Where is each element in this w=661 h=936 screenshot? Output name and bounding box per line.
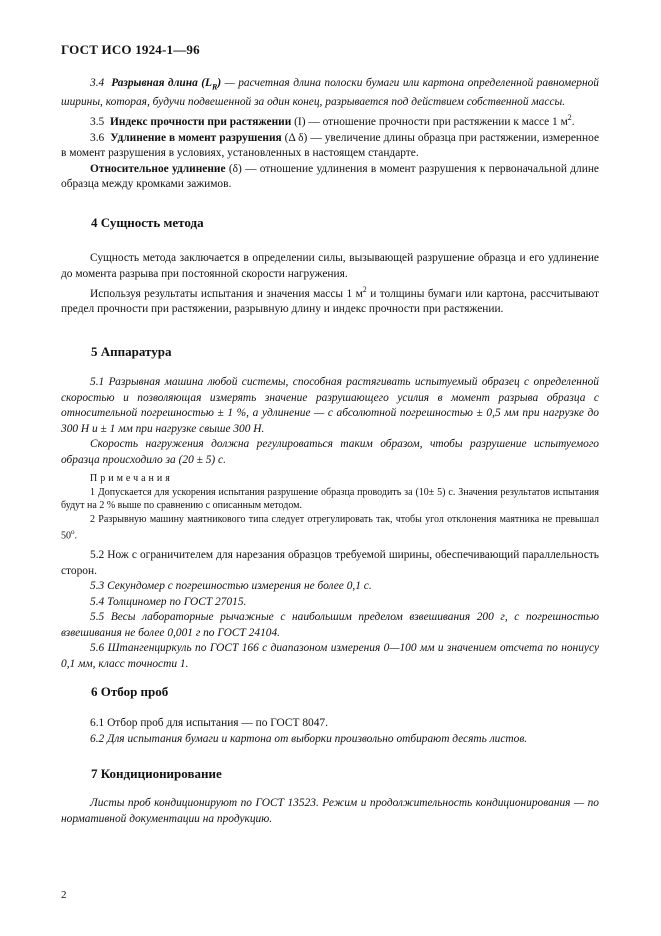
clause-5-6: 5.6 Штангенциркуль по ГОСТ 166 с диапазоном измерения 0—100 мм и значением отсчета по нониусу 0,1 мм, класс точности 1. xyxy=(61,642,599,670)
section-7-heading: 7 Кондиционирование xyxy=(91,766,222,781)
definition-relative-elongation: Относительное удлинение (δ) — отношение удлинения в момент разрушения к первоначальной длине образца между кромками зажимов. xyxy=(61,162,599,191)
clause-6-2: 6.2 Для испытания бумаги и картона от выборки произвольно отбирают десять листов. xyxy=(90,732,528,745)
clause-5-2: 5.2 Нож с ограничителем для нарезания образцов требуемой ширины, обеспечивающий параллельность сторон. xyxy=(61,549,599,577)
definition-3-6: 3.6 Удлинение в момент разрушения (Δ δ) — увеличение длины образца при растяжении, измеренное в момент разрушения в условиях, установленных в настоящем стандарте. xyxy=(61,131,599,160)
document-header: ГОСТ ИСО 1924-1—96 xyxy=(61,42,200,57)
section-7-body xyxy=(61,796,599,827)
clause-6-1: 6.1 Отбор проб для испытания — по ГОСТ 8047. xyxy=(90,717,328,729)
page-number: 2 xyxy=(61,889,67,901)
section-4-heading: 4 Сущность метода xyxy=(91,215,204,230)
clause-5-1-speed: Скорость нагружения должна регулироваться таким образом, чтобы разрушение испытуемого образца происходило за (20 ± 5) с. xyxy=(61,438,599,466)
clause-5-4: 5.4 Толщиномер по ГОСТ 27015. xyxy=(90,595,247,608)
notes-block xyxy=(61,472,599,543)
note-2: 2 Разрывную машину маятникового типа следует отрегулировать так, чтобы угол отклонения маятника не превышал $50^о$. xyxy=(61,513,599,542)
clause-5-5: 5.5 Весы лабораторные рычажные с наибольшим пределом взвешивания 200 г, с погрешностью взвешивания не более 0,001 г по ГОСТ 24104. xyxy=(61,611,599,639)
section-6-heading: 6 Отбор проб xyxy=(91,684,169,699)
section-5-clauses xyxy=(61,548,599,672)
definitions-block xyxy=(61,76,599,193)
section-5-heading: 5 Аппаратура xyxy=(91,344,172,359)
section-4-paragraph-2: Используя результаты испытания и значения массы 1 $м^2$ и толщины бумаги или картона, рассчитывают предел прочности при растяжении, разрывную длину и индекс прочности при растяжении. xyxy=(61,285,599,316)
clause-5-3: 5.3 Секундомер с погрешностью измерения не более 0,1 с. xyxy=(90,580,372,592)
clause-5-1: 5.1 Разрывная машина любой системы, способная растягивать испытуемый образец с определенной скоростью и позволяющая измерять значение разрушающего усилия в момент разрыва образца с относительной погрешностью ± 1 %, а удлинение — с абсолютной погрешностью ± 0,5 мм при нагрузке до 300 Н и ± 1 мм при нагрузке свыше 300 Н. xyxy=(61,376,599,435)
notes-title: Примечания xyxy=(90,473,173,484)
section-4-body xyxy=(61,251,599,318)
definition-3-5: 3.5 Индекс прочности при растяжении (I) — отношение прочности при растяжении к массе 1 $м^2$. xyxy=(90,113,575,129)
section-7-paragraph: Листы проб кондиционируют по ГОСТ 13523. Режим и продолжительность кондиционирования — по нормативной документации на продукцию. xyxy=(61,797,599,825)
section-4-paragraph-1: Сущность метода заключается в определении силы, вызывающей разрушение образца и его удлинение до момента разрыва при постоянной скорости нагружения. xyxy=(61,252,599,280)
note-1: 1 Допускается для ускорения испытания разрушение образца проводить за (10± 5) с. Значения результатов испытания будут на 2 % выше по сравнению с описанным методом. xyxy=(61,486,599,511)
section-5-1-block xyxy=(61,375,599,468)
section-6-body xyxy=(61,716,599,747)
definition-3-4: 3.4 Разрывная длина $(L_R)$ — расчетная длина полоски бумаги или картона определенной равномерной ширины, которая, будучи подвешенной за один конец, разрывается под действием собственной массы. xyxy=(61,77,599,108)
